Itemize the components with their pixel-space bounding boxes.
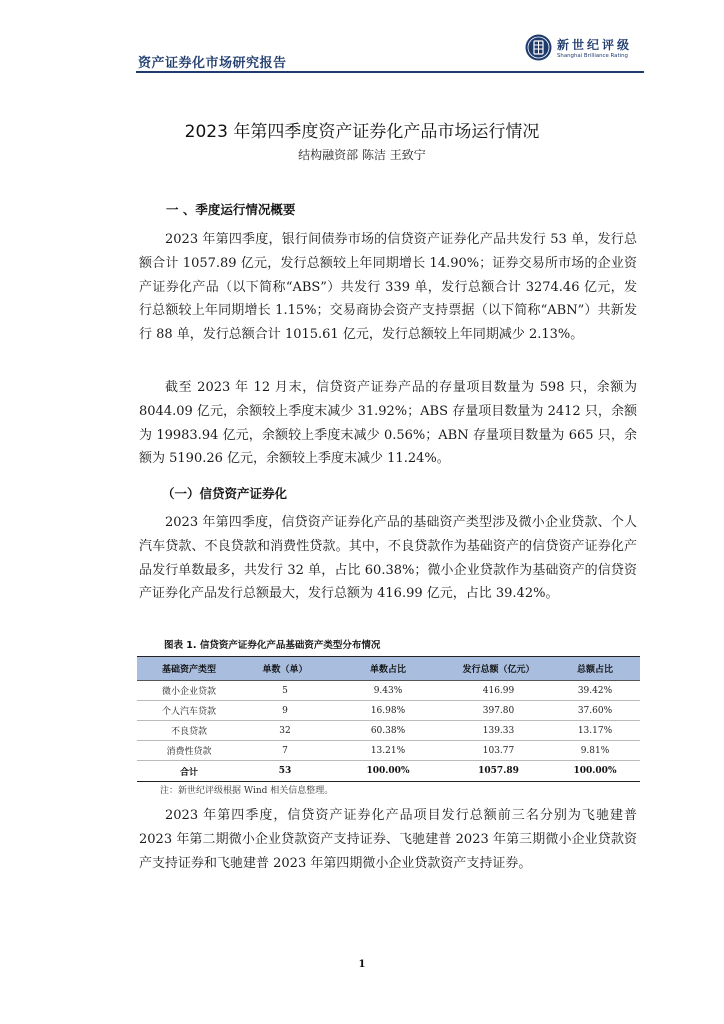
table-cell: 16.98% bbox=[329, 701, 447, 721]
table-cell: 个人汽车贷款 bbox=[137, 701, 241, 721]
table-cell: 100.00% bbox=[329, 761, 447, 782]
table-row bbox=[137, 701, 640, 721]
logo-chinese-name: 新世纪评级 bbox=[557, 38, 633, 52]
header-divider bbox=[136, 71, 644, 73]
figure-caption: 图表 1. 信贷资产证券化产品基础资产类型分布情况 bbox=[164, 640, 381, 651]
table-cell: 416.99 bbox=[447, 681, 550, 701]
table-source-note: 注：新世纪评级根据 Wind 相关信息整理。 bbox=[160, 786, 334, 796]
section-heading-overview: 一 、季度运行情况概要 bbox=[166, 202, 296, 217]
column-header: 总额占比 bbox=[550, 657, 640, 681]
table-cell: 9 bbox=[241, 701, 329, 721]
column-header: 发行总额（亿元） bbox=[447, 657, 550, 681]
paragraph-top-issuances: 2023 年第四季度，信贷资产证券化产品项目发行总额前三名分别为飞驰建普 2023 年第二期微小企业贷款资产支持证券、飞驰建普 2023 年第三期微小企业贷款资产支持证券和飞驰建普 2023 年第四期微小企业贷款资产支持证券。 bbox=[139, 808, 637, 871]
page-number: 1 bbox=[358, 959, 366, 970]
paragraph-issuance-summary: 2023 年第四季度，银行间债券市场的信贷资产证券化产品共发行 53 单，发行总额合计 1057.89 亿元，发行总额较上年同期增长 14.90%；证券交易所市场的企业资产证券化产品（以下简称“ABS”）共发行 339 单，发行总额合计 3274.46 亿元，发行总额较上年同期增长 1.15%；交易商协会资产支持票据（以下简称“ABN”）共新发行 88 单，发行总额合计 1015.61 亿元，发行总额较上年同期减少 2.13%。 bbox=[139, 232, 637, 343]
paragraph-outstanding-summary: 截至 2023 年 12 月末，信贷资产证券产品的存量项目数量为 598 只，余额为 8044.09 亿元，余额较上季度末减少 31.92%；ABS 存量项目数量为 2412 只，余额为 19983.94 亿元，余额较上季度末减少 0.56%；ABN 存量项目数量为 665 只，余额为 5190.26 亿元，余额较上季度末减少 11.24%。 bbox=[139, 380, 637, 467]
table-cell: 60.38% bbox=[329, 721, 447, 741]
column-header: 基础资产类型 bbox=[137, 657, 241, 681]
table-cell: 5 bbox=[241, 681, 329, 701]
table-cell: 397.80 bbox=[447, 701, 550, 721]
table-cell: 9.43% bbox=[329, 681, 447, 701]
table-cell: 微小企业贷款 bbox=[137, 681, 241, 701]
table-total-row bbox=[137, 761, 640, 782]
section-heading-credit-abs: （一）信贷资产证券化 bbox=[162, 486, 288, 501]
table-cell: 103.77 bbox=[447, 741, 550, 761]
table-cell: 13.17% bbox=[550, 721, 640, 741]
paragraph-asset-types: 2023 年第四季度，信贷资产证券化产品的基础资产类型涉及微小企业贷款、个人汽车贷款、不良贷款和消费性贷款。其中，不良贷款作为基础资产的信贷资产证券化产品发行单数最多，共发行 32 单，占比 60.38%；微小企业贷款作为基础资产的信贷资产证券化产品发行总额最大，发行总额为 416.99 亿元，占比 39.42%。 bbox=[139, 515, 637, 602]
table-header-row bbox=[137, 657, 640, 681]
table-row bbox=[137, 741, 640, 761]
table-cell: 100.00% bbox=[550, 761, 640, 782]
column-header: 单数（单） bbox=[241, 657, 329, 681]
table-cell: 13.21% bbox=[329, 741, 447, 761]
table-row bbox=[137, 681, 640, 701]
page-header bbox=[0, 0, 724, 76]
table-cell: 9.81% bbox=[550, 741, 640, 761]
brilliance-rating-logo bbox=[525, 34, 651, 64]
table-cell: 32 bbox=[241, 721, 329, 741]
asset-type-distribution-table bbox=[137, 656, 640, 782]
table-cell: 不良贷款 bbox=[137, 721, 241, 741]
document-title: 2023 年第四季度资产证券化产品市场运行情况 bbox=[184, 122, 540, 142]
column-header: 单数占比 bbox=[329, 657, 447, 681]
report-series-title: 资产证券化市场研究报告 bbox=[138, 56, 287, 71]
table-cell: 39.42% bbox=[550, 681, 640, 701]
table-cell: 53 bbox=[241, 761, 329, 782]
table-cell: 139.33 bbox=[447, 721, 550, 741]
table-row bbox=[137, 721, 640, 741]
table-cell: 消费性贷款 bbox=[137, 741, 241, 761]
document-authors: 结构融资部 陈洁 王致宁 bbox=[298, 148, 426, 162]
table-cell: 合计 bbox=[137, 761, 241, 782]
table-cell: 7 bbox=[241, 741, 329, 761]
logo-english-name: Shanghai Brilliance Rating bbox=[557, 53, 628, 59]
seal-icon bbox=[525, 34, 552, 61]
table-cell: 37.60% bbox=[550, 701, 640, 721]
table-cell: 1057.89 bbox=[447, 761, 550, 782]
